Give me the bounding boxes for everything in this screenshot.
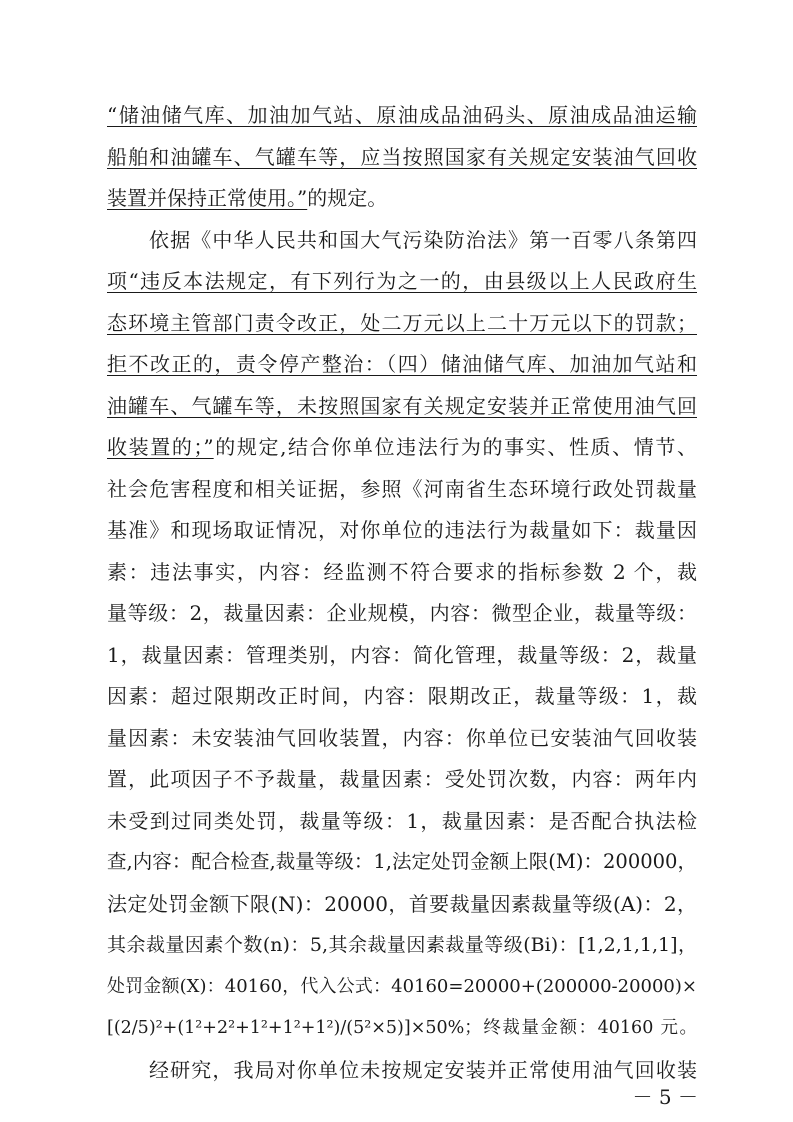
text-segment: 量等级：2，裁量因素：企业规模，内容：微型企业，裁量等级： [107, 601, 697, 625]
text-segment: 社会危害程度和相关证据，参照《河南省生态环境行政处罚裁量 [107, 477, 697, 501]
text-segment: 未受到过同类处罚，裁量等级：1，裁量因素：是否配合执法检 [107, 809, 697, 833]
text-segment: 的规定。 [307, 186, 388, 210]
text-line [107, 803, 697, 839]
text-line [107, 720, 697, 756]
text-line [107, 927, 697, 963]
text-segment: 的规定,结合你单位违法行为的事实、性质、情节、 [213, 435, 697, 459]
text-line [107, 471, 697, 507]
text-line [107, 886, 697, 922]
text-segment: [(2/5)²+(1²+2²+1²+1²+1²)/(5²×5)]×50%；终裁量金额：40160 元。 [107, 1018, 697, 1038]
text-line [107, 388, 697, 424]
text-segment: 量因素：未安装油气回收装置，内容：你单位已安装油气回收装 [107, 726, 697, 750]
text-line [107, 429, 697, 465]
text-line [107, 139, 697, 175]
text-line [107, 761, 697, 797]
underlined-text: 装置并保持正常使用。” [107, 186, 308, 210]
underlined-text: 态环境主管部门责令改正，处二万元以上二十万元以下的罚款； [107, 311, 697, 335]
text-line [107, 595, 697, 631]
underlined-text: 拒不改正的，责令停产整治：（四）储油储气库、加油加气站和 [107, 352, 697, 376]
text-line [107, 512, 697, 548]
text-segment: 因素：超过限期改正时间，内容：限期改正，裁量等级：1，裁 [107, 684, 697, 708]
text-segment: 其余裁量因素个数(n)：5,其余裁量因素裁量等级(Bi)：[1,2,1,1,1]， [107, 934, 697, 956]
text-segment: 经研究，我局对你单位未按规定安装并正常使用油气回收装 [149, 1058, 697, 1082]
text-line [107, 180, 697, 216]
text-segment: 处罚金额(X)：40160，代入公式：40160=20000+(200000-20000)× [107, 976, 697, 997]
text-line [107, 305, 697, 341]
paragraph-first-line [107, 1052, 697, 1088]
text-line [107, 554, 697, 590]
page-number: － 5 － [632, 1085, 698, 1109]
underlined-text: 船舶和油罐车、气罐车等，应当按照国家有关规定安装油气回收 [107, 145, 697, 169]
underlined-text: 项“违反本法规定，有下列行为之一的，由县级以上人民政府生 [107, 269, 697, 293]
text-segment: 基准》和现场取证情况，对你单位的违法行为裁量如下：裁量因 [107, 518, 697, 542]
text-line [107, 346, 697, 382]
text-segment: 素：违法事实，内容：经监测不符合要求的指标参数 2 个，裁 [107, 560, 697, 584]
text-line [107, 844, 697, 880]
text-line [107, 1010, 697, 1046]
text-segment: 查,内容：配合检查,裁量等级：1,法定处罚金额上限(M)：200000， [107, 850, 697, 873]
text-line [107, 678, 697, 714]
text-segment: 置，此项因子不予裁量，裁量因素：受处罚次数，内容：两年内 [107, 767, 697, 791]
text-segment: 法定处罚金额下限(N)：20000，首要裁量因素裁量等级(A)：2， [107, 892, 697, 916]
underlined-text: “储油储气库、加油加气站、原油成品油码头、原油成品油运输 [107, 103, 697, 127]
text-segment: 1，裁量因素：管理类别，内容：简化管理，裁量等级：2，裁量 [107, 643, 697, 667]
text-line [107, 969, 697, 1005]
text-line [107, 97, 697, 133]
text-line [107, 263, 697, 299]
underlined-text: 收装置的；” [107, 435, 214, 459]
text-line [107, 637, 697, 673]
paragraph-first-line [107, 222, 697, 258]
text-segment: 依据《中华人民共和国大气污染防治法》第一百零八条第四 [149, 228, 697, 252]
underlined-text: 油罐车、气罐车等，未按照国家有关规定安装并正常使用油气回 [107, 394, 697, 418]
